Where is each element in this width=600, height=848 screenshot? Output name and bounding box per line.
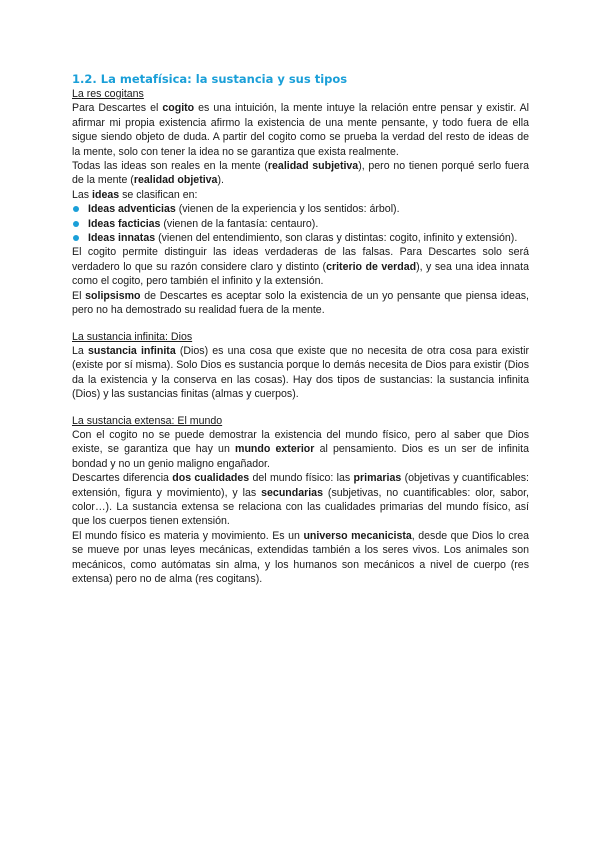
- bold-term: ideas: [92, 188, 120, 201]
- bold-term: realidad objetiva: [133, 174, 218, 187]
- bullet-icon: [73, 235, 79, 241]
- bold-term: realidad subjetiva: [267, 160, 359, 173]
- bold-term: dos cualidades: [172, 472, 250, 485]
- paragraph-cogito: Para Descartes el cogito es una intuición, la mente intuye la relación entre pensar y existir. Al afirmar mi propia existencia afirmo la existencia de una mente pensante, y todo fuera de ella sigue siendo objeto de duda. A partir del cogito como se prueba la verdad del resto de ideas de la mente, solo con tener la idea no se garantiza que exista realmente.: [72, 102, 529, 158]
- bold-term: mundo exterior: [235, 443, 315, 456]
- bold-term: cogito: [162, 102, 195, 115]
- bold-term: universo mecanicista: [303, 529, 412, 542]
- subsection-title-sustancia-infinita: La sustancia infinita: Dios: [72, 330, 193, 343]
- bold-term: sustancia infinita: [87, 344, 176, 357]
- bold-term: primarias: [353, 472, 402, 485]
- paragraph-cualidades: Descartes diferencia dos cualidades del mundo físico: las primarias (objetivas y cuantificables: extensión, figura y movimiento), y las secundarias (subjetivas, no cuantificables: olor, sabor, color…). La sustancia extensa se relaciona con las cualidades primarias del mundo físico, así que los cuerpos tienen extensión.: [72, 472, 529, 528]
- paragraph-mecanicista: El mundo físico es materia y movimiento. Es un universo mecanicista, desde que Dios lo crea se mueve por unas leyes mecánicas, extendidas también a los seres vivos. Los animales son mecánicos, como autómatas sin alma, y los humanos son mecánicos a nivel de cuerpo (res extensa) pero no de alma (res cogitans).: [72, 529, 530, 585]
- bold-term: secundarias: [261, 486, 323, 499]
- section-heading: 1.2. La metafísica: la sustancia y sus tipos: [72, 72, 348, 86]
- paragraph-ideas-intro: Las ideas se clasifican en:: [72, 188, 198, 201]
- paragraph-realidad: Todas las ideas son reales en la mente (realidad subjetiva), pero no tienen porqué serlo fuera de la mente (realidad objetiva).: [72, 160, 529, 187]
- paragraph-criterio: El cogito permite distinguir las ideas verdaderas de las falsas. Para Descartes solo será verdadero lo que su razón considere claro y distinto (criterio de verdad), y sea una idea innata como el cogito, pero también el infinito y la extensión.: [72, 246, 529, 288]
- bold-term: solipsismo: [85, 289, 141, 302]
- paragraph-dios: La sustancia infinita (Dios) es una cosa que existe que no necesita de otra cosa para existir (existe por sí misma). Solo Dios es sustancia porque lo demás necesita de Dios para existir (Dios da la existencia y la conserva en las cosas). Hay dos tipos de sustancias: la sustancia infinita (Dios) y las sustancias finitas (almas y cuerpos).: [72, 344, 529, 401]
- list-item: Ideas facticias (vienen de la fantasía: centauro).: [72, 217, 529, 231]
- ideas-list: [72, 202, 529, 245]
- subsection-title-res-cogitans: La res cogitans: [72, 88, 144, 100]
- paragraph-solipsismo: El solipsismo de Descartes es aceptar solo la existencia de un yo pensante que piensa ideas, pero no ha demostrado su realidad fuera de la mente.: [72, 289, 529, 317]
- list-item: Ideas adventicias (vienen de la experiencia y los sentidos: árbol).: [72, 202, 529, 216]
- bold-term: criterio de verdad: [326, 260, 417, 273]
- list-item: Ideas innatas (vienen del entendimiento, son claras y distintas: cogito, infinito y extensión).: [72, 231, 529, 245]
- bullet-icon: [73, 221, 79, 227]
- bullet-icon: [73, 206, 79, 212]
- subsection-title-sustancia-extensa: La sustancia extensa: El mundo: [72, 414, 223, 427]
- paragraph-mundo-exterior: Con el cogito no se puede demostrar la existencia del mundo físico, pero al saber que Dios existe, se garantiza que hay un mundo exterior al pensamiento. Dios es un ser de infinita bondad y no un genio maligno engañador.: [72, 428, 529, 470]
